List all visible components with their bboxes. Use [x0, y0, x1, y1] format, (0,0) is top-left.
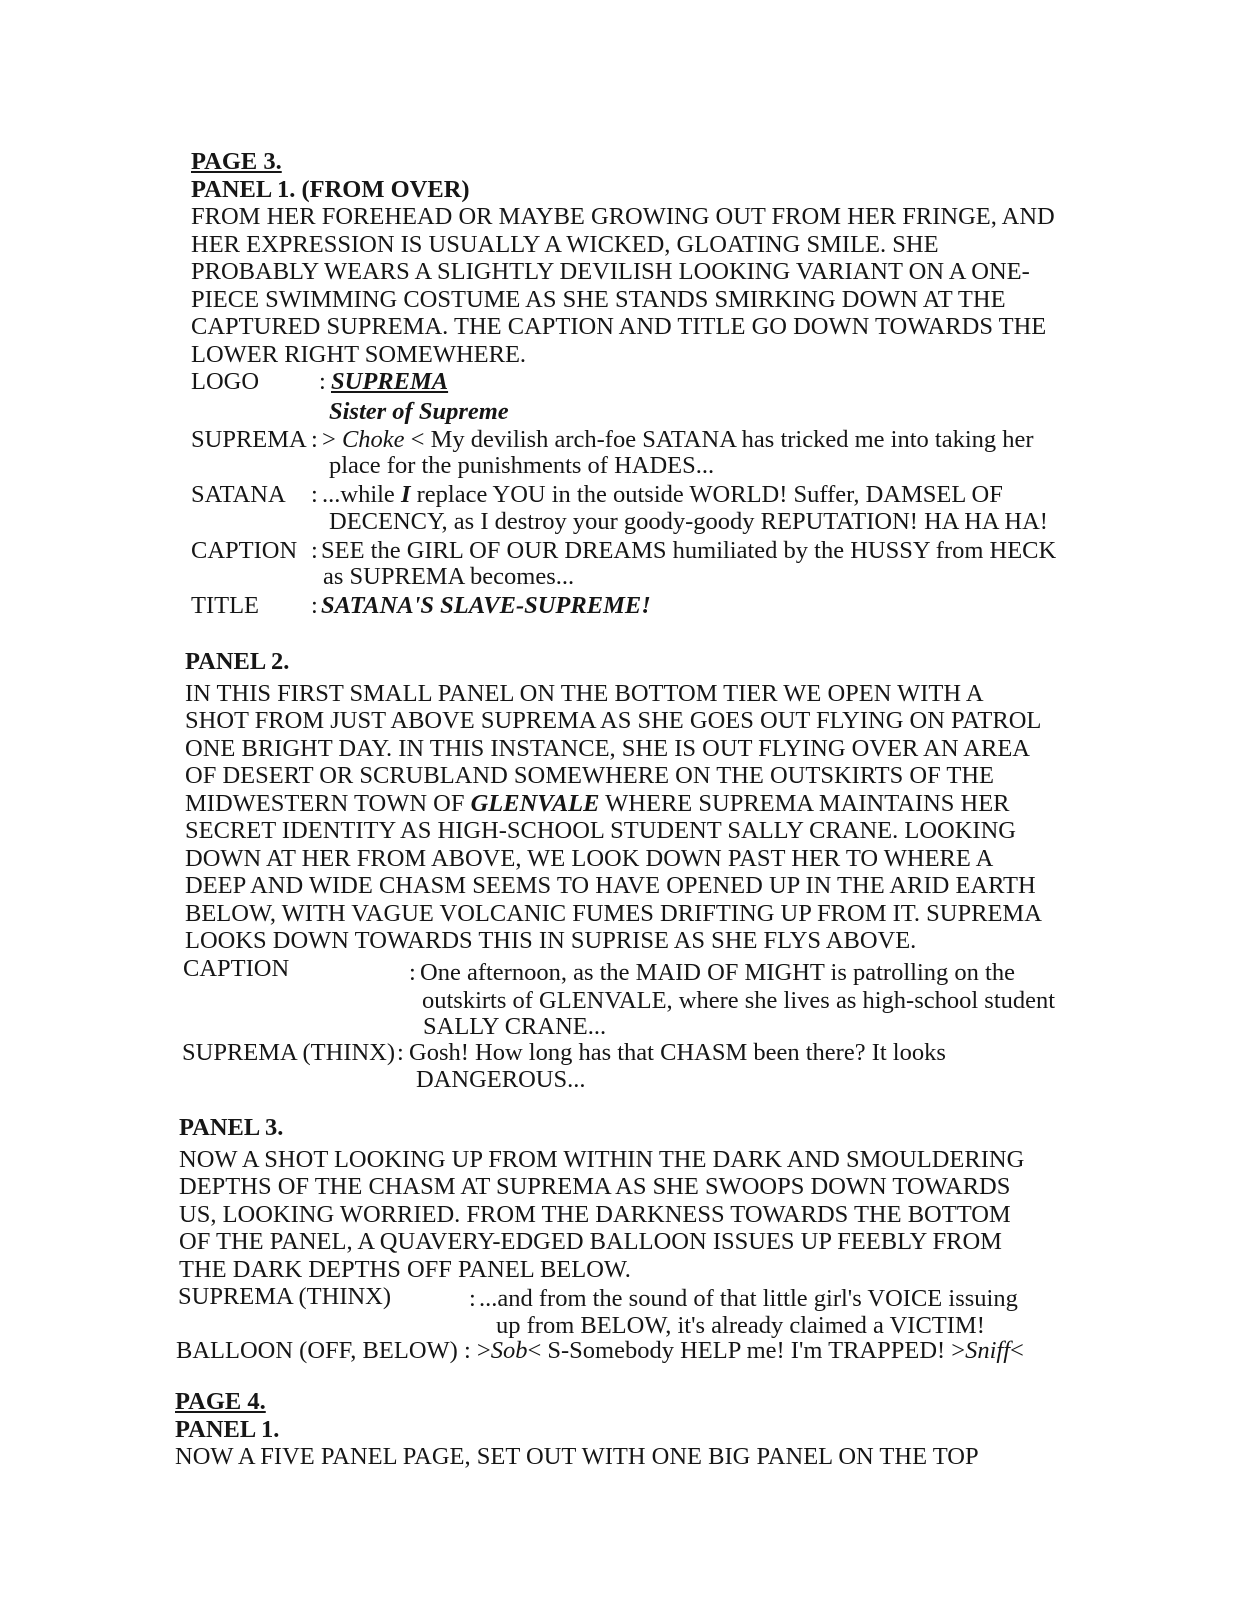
dialogue-text: DANGEROUS...: [416, 1065, 586, 1093]
colon: :: [469, 1285, 476, 1312]
colon: :: [311, 480, 318, 508]
page3-panel3-section: [176, 1114, 1025, 1365]
colon: :: [397, 1038, 404, 1066]
speaker-label: SUPREMA: [191, 425, 307, 453]
description-line: LOOKS DOWN TOWARDS THIS IN SUPRISE AS SHE FLYS ABOVE.: [185, 927, 917, 954]
page4-section: [175, 1388, 979, 1471]
description-line: SHOT FROM JUST ABOVE SUPREMA AS SHE GOES OUT FLYING ON PATROL: [185, 707, 1042, 734]
description-line: PIECE SWIMMING COSTUME AS SHE STANDS SMIRKING DOWN AT THE: [191, 285, 1006, 313]
colon: :: [311, 425, 318, 453]
description-line: DEEP AND WIDE CHASM SEEMS TO HAVE OPENED UP IN THE ARID EARTH: [185, 872, 1036, 899]
description-line: NOW A FIVE PANEL PAGE, SET OUT WITH ONE BIG PANEL ON THE TOP: [175, 1443, 979, 1470]
dialogue-logo: [191, 368, 1055, 396]
dialogue-text: as SUPREMA becomes...: [323, 562, 575, 590]
page3-panel2-section: [182, 648, 1056, 1095]
colon: :: [319, 368, 326, 395]
panel-heading: PANEL 3.: [179, 1114, 284, 1141]
panel-heading: PANEL 2.: [185, 648, 290, 675]
speaker-label: LOGO: [191, 368, 260, 395]
colon: :: [311, 536, 318, 564]
speaker-label: SATANA: [191, 480, 286, 508]
dialogue-text: > Choke < My devilish arch-foe SATANA has tricked me into taking her: [322, 425, 1034, 453]
page3-panel1-section: [191, 148, 1055, 619]
description-line: DOWN AT HER FROM ABOVE, WE LOOK DOWN PAST HER TO WHERE A: [185, 844, 994, 872]
dialogue-text: SEE the GIRL OF OUR DREAMS humiliated by the HUSSY from HECK: [321, 536, 1057, 564]
dialogue-text: DECENCY, as I destroy your goody-goody REPUTATION! HA HA HA!: [329, 507, 1048, 535]
dialogue-text: One afternoon, as the MAID OF MIGHT is patrolling on the: [420, 958, 1015, 986]
description-line: PROBABLY WEARS A SLIGHTLY DEVILISH LOOKING VARIANT ON A ONE-: [191, 258, 1030, 285]
dialogue-caption: [191, 537, 1055, 592]
dialogue-text: ...and from the sound of that little girl's VOICE issuing: [479, 1285, 1018, 1312]
description-line: THE DARK DEPTHS OFF PANEL BELOW.: [179, 1255, 631, 1283]
dialogue-caption: [183, 954, 1056, 1040]
description-line: OF THE PANEL, A QUAVERY-EDGED BALLOON ISSUES UP FEEBLY FROM: [179, 1228, 1002, 1255]
dialogue-suprema: [191, 426, 1055, 481]
description-line: US, LOOKING WORRIED. FROM THE DARKNESS TOWARDS THE BOTTOM: [179, 1200, 1011, 1228]
speaker-label: SUPREMA (THINX): [178, 1283, 392, 1310]
description-line: DEPTHS OF THE CHASM AT SUPREMA AS SHE SWOOPS DOWN TOWARDS: [179, 1173, 1011, 1200]
colon: :: [409, 958, 416, 986]
logo-text: SUPREMA: [331, 368, 449, 395]
dialogue-balloon: [176, 1337, 1024, 1365]
colon: :: [311, 591, 318, 619]
dialogue-satana: [191, 481, 1055, 537]
dialogue-text: ...while I replace YOU in the outside WORLD! Suffer, DAMSEL OF: [322, 480, 1003, 508]
title-text: SATANA'S SLAVE-SUPREME!: [321, 591, 651, 619]
description-line: BELOW, WITH VAGUE VOLCANIC FUMES DRIFTING UP FROM IT. SUPREMA: [185, 899, 1042, 927]
description-line: FROM HER FOREHEAD OR MAYBE GROWING OUT FROM HER FRINGE, AND: [191, 203, 1055, 230]
dialogue-logo-line2: [191, 396, 1055, 426]
speaker-label: SUPREMA (THINX): [182, 1038, 396, 1066]
speaker-label: CAPTION: [191, 536, 298, 564]
description-line: CAPTURED SUPREMA. THE CAPTION AND TITLE GO DOWN TOWARDS THE: [191, 313, 1047, 340]
dialogue-text: SALLY CRANE...: [423, 1012, 607, 1040]
speaker-label: CAPTION: [183, 954, 290, 982]
dialogue-text: Gosh! How long has that CHASM been there? It looks: [409, 1038, 946, 1066]
description-line: IN THIS FIRST SMALL PANEL ON THE BOTTOM TIER WE OPEN WITH A: [185, 679, 984, 707]
dialogue-text: outskirts of GLENVALE, where she lives as high-school student: [422, 986, 1056, 1014]
dialogue-text: up from BELOW, it's already claimed a VICTIM!: [496, 1312, 985, 1339]
page-heading: PAGE 4.: [175, 1388, 266, 1415]
dialogue-suprema-thinx: [182, 1038, 1042, 1095]
description-line: SECRET IDENTITY AS HIGH-SCHOOL STUDENT SALLY CRANE. LOOKING: [185, 817, 1016, 844]
speaker-label: TITLE: [191, 591, 260, 619]
description-line: HER EXPRESSION IS USUALLY A WICKED, GLOATING SMILE. SHE: [191, 230, 939, 258]
logo-subtitle: Sister of Supreme: [329, 397, 509, 425]
description-line: ONE BRIGHT DAY. IN THIS INSTANCE, SHE IS OUT FLYING OVER AN AREA: [185, 734, 1030, 762]
description-line: OF DESERT OR SCRUBLAND SOMEWHERE ON THE OUTSKIRTS OF THE: [185, 762, 995, 789]
panel-heading: PANEL 1.: [175, 1415, 280, 1443]
dialogue-title: [191, 592, 1055, 620]
dialogue-line: BALLOON (OFF, BELOW) : >Sob< S-Somebody HELP me! I'm TRAPPED! >Sniff<: [176, 1337, 1024, 1364]
description-line: NOW A SHOT LOOKING UP FROM WITHIN THE DARK AND SMOULDERING: [179, 1145, 1025, 1173]
dialogue-text: place for the punishments of HADES...: [329, 451, 715, 479]
panel-heading: PANEL 1. (FROM OVER): [191, 175, 470, 203]
page-heading: PAGE 3.: [191, 148, 282, 175]
dialogue-suprema-thinx: [179, 1283, 1024, 1337]
description-line: LOWER RIGHT SOMEWHERE.: [191, 340, 527, 368]
description-line: MIDWESTERN TOWN OF GLENVALE WHERE SUPREMA MAINTAINS HER: [185, 789, 1010, 817]
